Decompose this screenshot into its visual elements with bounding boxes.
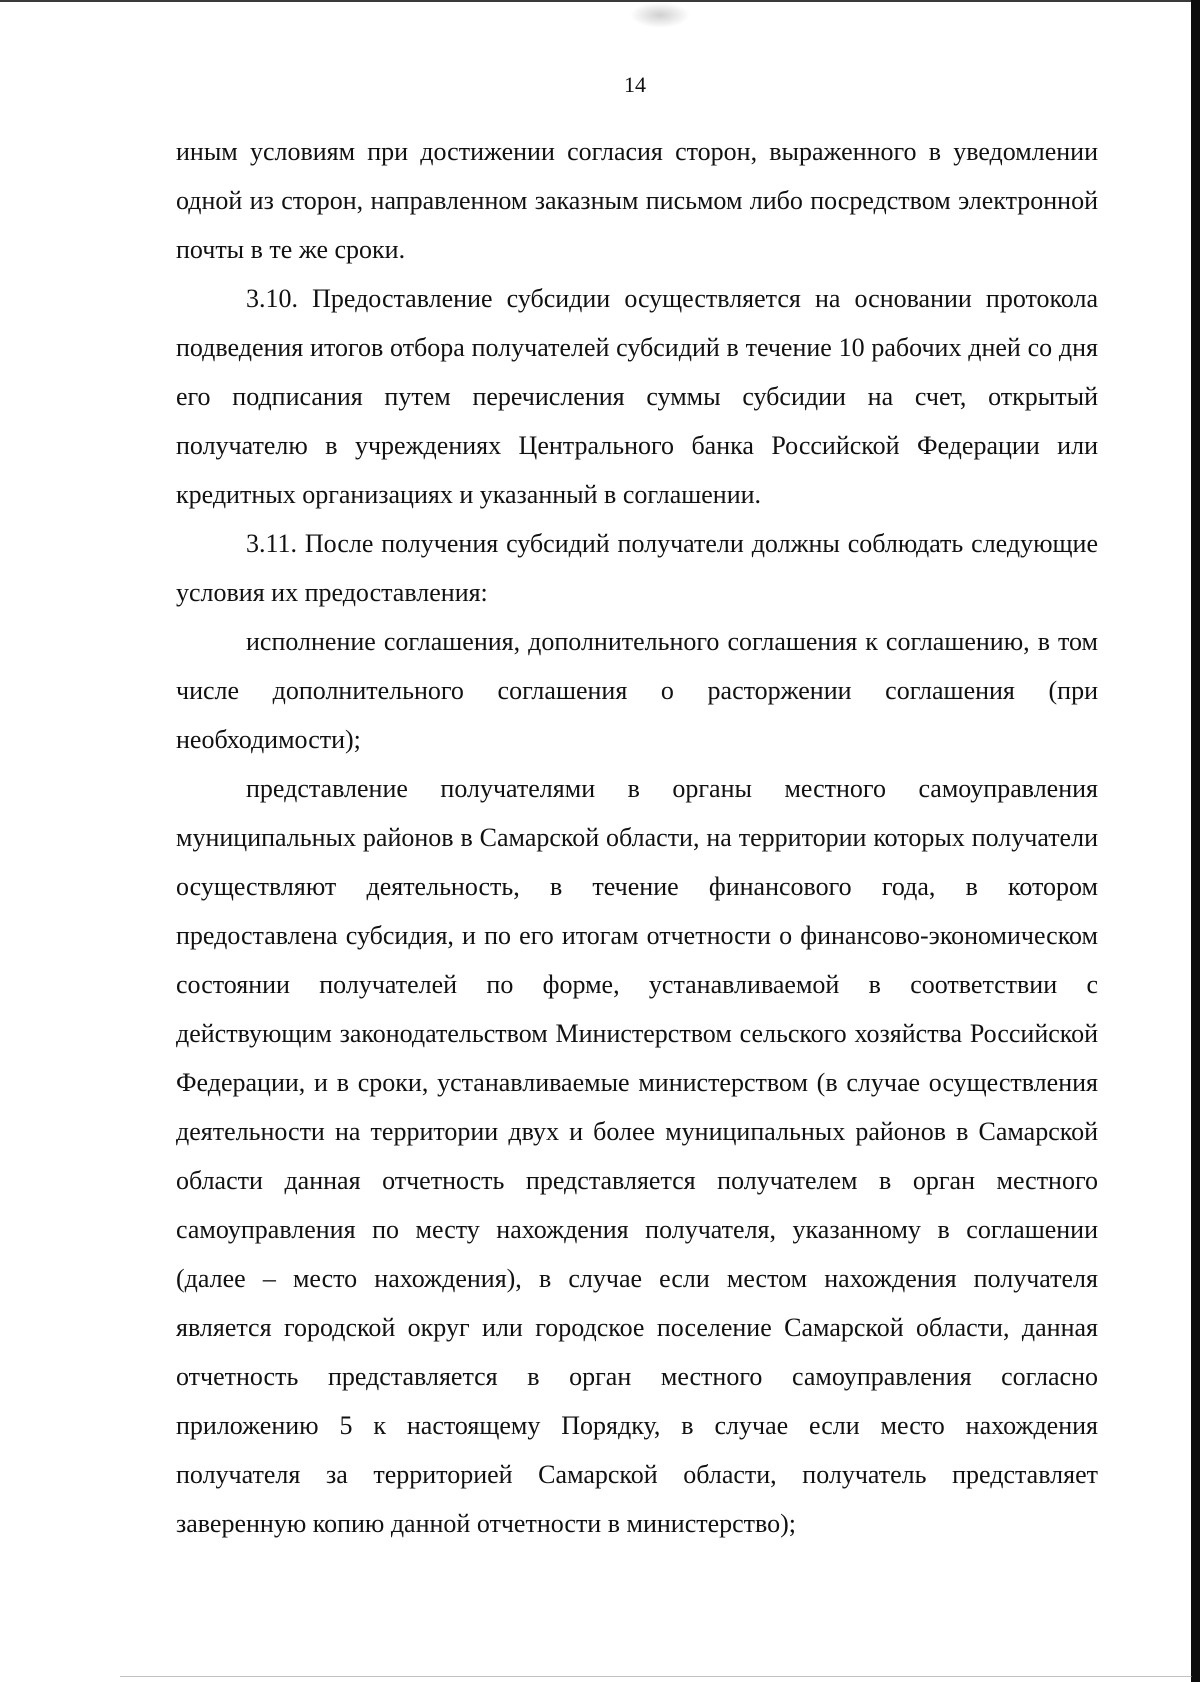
page-number: 14 (624, 72, 646, 97)
paragraph: 3.11. После получения субсидий получатели должны соблюдать следующие условия их предоставления: (176, 529, 1098, 607)
page-bottom-edge (120, 1676, 1192, 1677)
paragraph: представление получателями в органы местного самоуправления муниципальных районов в Самарской области, на территории которых получатели осуществляют деятельность, в течение финансового года, в котором предоставлена субсидия, и по его итогам отчетности о финансово-экономическом состоянии получателей по форме, устанавливаемой в соответствии с действующим законодательством Министерством сельского хозяйства Российской Федерации, и в сроки, устанавливаемые министерством (в случае осуществления деятельности на территории двух и более муниципальных районов в Самарской области данная отчетность представляется получателем в орган местного самоуправления по месту нахождения получателя, указанному в соглашении (далее – место нахождения), в случае если местом нахождения получателя является городской округ или городское поселение Самарской области, данная отчетность представляется в орган местного самоуправления согласно приложению 5 к настоящему Порядку, в случае если место нахождения получателя за территорией Самарской области, получатель представляет заверенную копию данной отчетности в министерство); (176, 774, 1098, 1538)
scan-smudge (630, 2, 690, 28)
page-top-edge (0, 0, 1192, 2)
paragraph: исполнение соглашения, дополнительного соглашения к соглашению, в том числе дополнительного соглашения о расторжении соглашения (при необходимости); (176, 627, 1098, 754)
page-right-edge (1191, 0, 1200, 1682)
document-body (176, 127, 1098, 1548)
paragraph: 3.10. Предоставление субсидии осуществляется на основании протокола подведения итогов отбора получателей субсидий в течение 10 рабочих дней со дня его подписания путем перечисления суммы субсидии на счет, открытый получателю в учреждениях Центрального банка Российской Федерации или кредитных организациях и указанный в соглашении. (176, 284, 1098, 509)
paragraph: иным условиям при достижении согласия сторон, выраженного в уведомлении одной из сторон, направленном заказным письмом либо посредством электронной почты в те же сроки. (176, 137, 1098, 264)
